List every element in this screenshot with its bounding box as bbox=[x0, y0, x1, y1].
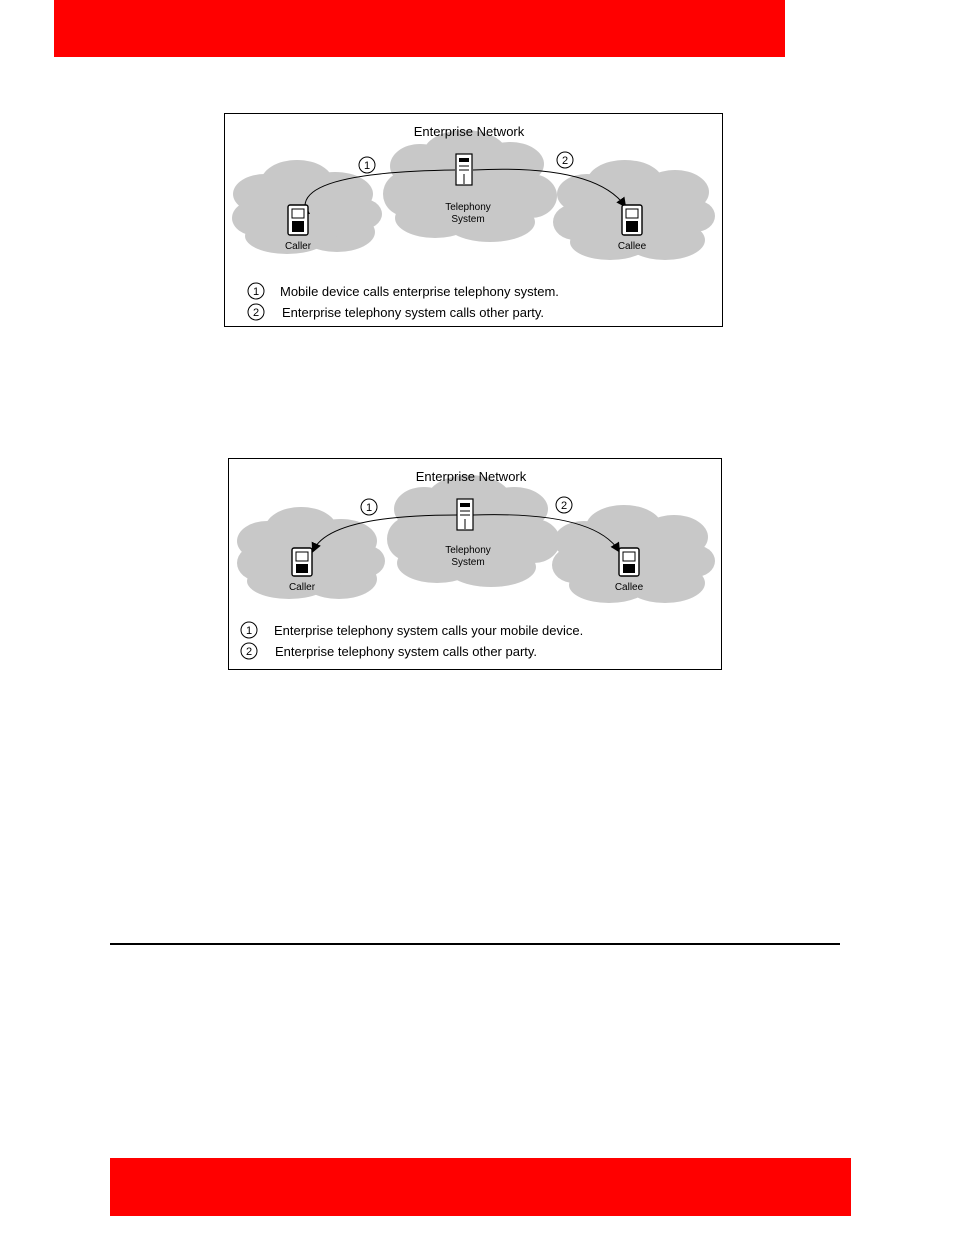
server-label-line-2: System bbox=[451, 557, 485, 568]
legend-item-2 bbox=[241, 643, 537, 659]
callee-phone-icon bbox=[619, 548, 639, 576]
enterprise-network-cloud bbox=[383, 130, 557, 242]
callee-phone-icon bbox=[622, 205, 642, 235]
figure-call-via-enterprise-1 bbox=[224, 113, 723, 327]
telephony-server-icon bbox=[457, 499, 473, 530]
figure-1-diagram bbox=[225, 114, 724, 328]
step-1-marker bbox=[359, 157, 375, 173]
step-1-marker bbox=[361, 499, 377, 515]
legend-item-2 bbox=[248, 304, 544, 320]
svg-text:2: 2 bbox=[560, 500, 568, 512]
svg-text:Enterprise telephony system ca: Enterprise telephony system calls your mobile device. bbox=[274, 623, 584, 638]
step-2-marker bbox=[556, 497, 572, 513]
horizontal-rule bbox=[110, 943, 840, 945]
footer-band bbox=[110, 1158, 851, 1216]
callee-label: Callee bbox=[617, 241, 647, 252]
svg-text:Enterprise telephony system ca: Enterprise telephony system calls other party. bbox=[282, 305, 545, 320]
svg-text:1: 1 bbox=[252, 286, 260, 298]
svg-text:2: 2 bbox=[245, 646, 253, 658]
server-label-line-2: System bbox=[451, 214, 485, 225]
svg-text:2: 2 bbox=[252, 307, 260, 319]
svg-text:1: 1 bbox=[245, 625, 253, 637]
svg-text:1: 1 bbox=[363, 160, 371, 172]
caller-label: Caller bbox=[288, 582, 316, 593]
enterprise-network-cloud bbox=[387, 475, 560, 587]
header-band bbox=[54, 0, 785, 57]
caller-phone-icon bbox=[292, 548, 312, 576]
svg-text:Mobile device calls enterprise: Mobile device calls enterprise telephony system. bbox=[280, 284, 559, 299]
figure-2-title: Enterprise Network bbox=[415, 469, 527, 484]
figure-2-diagram bbox=[229, 459, 723, 671]
callee-label: Callee bbox=[614, 582, 644, 593]
svg-text:1: 1 bbox=[365, 502, 373, 514]
caller-phone-icon bbox=[288, 205, 308, 235]
figure-call-via-enterprise-2 bbox=[228, 458, 722, 670]
legend-item-1 bbox=[248, 283, 559, 299]
svg-text:2: 2 bbox=[561, 155, 569, 167]
server-label-line-1: Telephony bbox=[445, 202, 491, 213]
server-label-line-1: Telephony bbox=[445, 545, 491, 556]
figure-1-title: Enterprise Network bbox=[413, 124, 525, 139]
legend-item-1 bbox=[241, 622, 583, 638]
step-2-marker bbox=[557, 152, 573, 168]
svg-text:Enterprise telephony system ca: Enterprise telephony system calls other party. bbox=[275, 644, 538, 659]
caller-label: Caller bbox=[284, 241, 312, 252]
telephony-server-icon bbox=[456, 154, 472, 185]
